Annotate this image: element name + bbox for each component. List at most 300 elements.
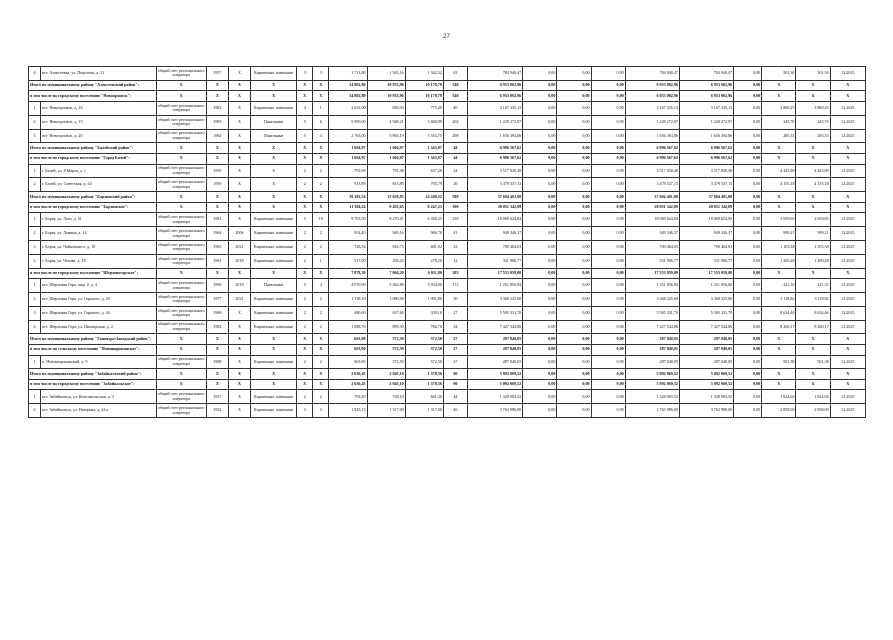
summary-label: Итого по муниципальному району "Борзинский район": [29,192,157,203]
summary-label: в том числе по городскому поселению "Забайкальское": [29,379,157,390]
cost-owners-cell: 1 328 083,52 [625,390,679,404]
entrances-cell: 2 [313,227,329,241]
area-rooms-cell: 637,60 [367,306,405,320]
wall-material-cell: Х [251,164,297,178]
summary-row [29,202,866,213]
area-total-cell: 19 182,54 [329,192,367,203]
area-living-cell: 1 578,36 [405,369,443,380]
x-cell: Х [228,192,250,203]
area-total-cell: 14 802,80 [329,80,367,91]
cost-owners-sum-cell: 1 328 083,52 [679,390,733,404]
area-rooms-cell: 5 965,19 [367,129,405,143]
cost-owners-sum-cell: 5 092 069,52 [679,369,733,380]
max-cost-cell: Х [762,153,796,164]
entrances-cell: 2 [313,292,329,306]
entrances-cell: 2 [313,320,329,334]
max-cost-cell: 1 824,04 [762,390,796,404]
address-cell: г. Балей, ул. 8 Марта, д. 1 [41,164,157,178]
residents-cell: 172 [443,279,467,293]
row-number: 4 [29,320,41,334]
cost-federal-cell: 0,00 [523,202,557,213]
cost-federal-cell: 0,00 [523,254,557,268]
residents-cell: 90 [443,379,467,390]
specific-cost-cell: 0,00 [734,143,762,154]
area-rooms-cell: 10 933,96 [367,91,405,102]
completion-date-cell: Х [830,369,865,380]
table-row [29,254,866,268]
x-cell: Х [206,80,228,91]
specific-cost-cell: 0,00 [734,292,762,306]
row-number: 4 [29,67,41,81]
specific-cost-cell: 0,00 [734,91,762,102]
fund-owner-cell: общий счет регионального оператора [156,115,206,129]
x-cell: Х [156,379,206,390]
entrances-cell: 2 [313,355,329,369]
area-rooms-cell: 1 080,00 [367,292,405,306]
table-row [29,292,866,306]
specific-cost-cell: 0,00 [734,369,762,380]
entrances-cell: 2 [313,164,329,178]
residents-cell: 44 [443,153,467,164]
cost-owners-sum-cell: 1 656 394,86 [679,129,733,143]
cost-regional-cell: 0,00 [557,153,591,164]
max-cost-cell: 501,38 [762,355,796,369]
cost-regional-cell: 0,00 [557,240,591,254]
address-cell: г. Борзя, ул. Лазо, д. 51 [41,213,157,227]
area-living-cell: 1 343,07 [405,153,443,164]
area-total-cell: 4 970,90 [329,279,367,293]
area-rooms-cell: 728,10 [367,390,405,404]
address-cell: г. Борзя, ул. Чайковского, д. 10 [41,240,157,254]
area-living-cell: 10 170,78 [405,80,443,91]
fund-owner-cell: общий счет регионального оператора [156,164,206,178]
cost-total-cell: 287 040,05 [467,355,522,369]
address-cell: пгт. Новоорловск, д. 15 [41,115,157,129]
x-cell: Х [313,379,329,390]
cost-owners-cell: 6 996 567,62 [625,153,679,164]
cost-federal-cell: 0,00 [523,279,557,293]
fund-owner-cell: общий счет регионального оператора [156,279,206,293]
wall-material-cell: Кирпичные, каменные [251,390,297,404]
fund-owner-cell: общий счет регионального оператора [156,129,206,143]
residents-cell: 202 [443,115,467,129]
cost-local-cell: 0,00 [591,129,625,143]
cost-local-cell: 0,00 [591,292,625,306]
cost-regional-cell: 0,00 [557,390,591,404]
area-total-cell: 9 703,50 [329,213,367,227]
summary-row [29,369,866,380]
cost-regional-cell: 0,00 [557,355,591,369]
max-cost-cell: 999,21 [762,227,796,241]
area-rooms-cell: 1 604,97 [367,153,405,164]
limit-cost-cell: Х [796,344,830,355]
wall-material-cell: Кирпичные, каменные [251,306,297,320]
limit-cost-cell: 1 824,04 [796,390,830,404]
max-cost-cell: 1 103,38 [762,240,796,254]
cost-local-cell: 0,00 [591,115,625,129]
specific-cost-cell: 0,00 [734,254,762,268]
year-built-cell: 1956 [206,178,228,192]
table-row [29,115,866,129]
x-cell: Х [156,334,206,345]
address-cell: пгт. Алексеевка, ул. Пирогова, д. 31 [41,67,157,81]
specific-cost-cell: 0,00 [734,355,762,369]
max-cost-cell: 2 659,65 [762,213,796,227]
cost-federal-cell: 0,00 [523,153,557,164]
cost-local-cell: 0,00 [591,91,625,102]
limit-cost-cell: 8 260,17 [796,320,830,334]
cost-regional-cell: 0,00 [557,101,591,115]
area-total-cell: 1 713,80 [329,67,367,81]
area-rooms-cell: 7 064,20 [367,268,405,279]
year-renovated-cell: Х [228,306,250,320]
year-renovated-cell: 2018 [228,254,250,268]
cost-local-cell: 0,00 [591,390,625,404]
summary-label: Итого по муниципальному району "Балейский район": [29,143,157,154]
area-total-cell: 813,89 [329,178,367,192]
row-number: 1 [29,164,41,178]
x-cell: Х [297,268,313,279]
registry-sheet [28,66,866,418]
cost-owners-cell: 18 069 624,84 [625,213,679,227]
completion-date-cell: 12.2025 [830,320,865,334]
cost-federal-cell: 0,00 [523,320,557,334]
cost-total-cell: 18 069 624,84 [467,213,522,227]
cost-local-cell: 0,00 [591,101,625,115]
area-total-cell: 728,54 [329,240,367,254]
x-cell: Х [228,143,250,154]
cost-local-cell: 0,00 [591,227,625,241]
floors-cell: 2 [297,390,313,404]
wall-material-cell: Кирпичные, каменные [251,404,297,418]
table-row [29,279,866,293]
cost-federal-cell: 0,00 [523,115,557,129]
limit-cost-cell: 3 860,25 [796,101,830,115]
floors-cell: 2 [297,164,313,178]
year-built-cell: 1959 [206,164,228,178]
area-total-cell: 2 636,45 [329,369,367,380]
area-total-cell: 7 878,30 [329,268,367,279]
year-built-cell: 1983 [206,115,228,129]
residents-cell: 44 [443,143,467,154]
residents-cell: 46 [443,404,467,418]
cost-regional-cell: 0,00 [557,404,591,418]
row-number: 3 [29,129,41,143]
x-cell: Х [206,369,228,380]
area-living-cell: 766,70 [405,320,443,334]
address-cell: г. Балей, ул. Советская, д. 44 [41,178,157,192]
max-cost-cell: Х [762,192,796,203]
limit-cost-cell: 4 445,89 [796,164,830,178]
cost-federal-cell: 0,00 [523,227,557,241]
summary-row [29,334,866,345]
x-cell: Х [297,202,313,213]
x-cell: Х [206,202,228,213]
area-living-cell: 775,20 [405,101,443,115]
completion-date-cell: Х [830,143,865,154]
cost-total-cell: 7 427 544,86 [467,320,522,334]
residents-cell: 589 [443,192,467,203]
cost-regional-cell: 0,00 [557,91,591,102]
floors-cell: 5 [297,115,313,129]
x-cell: Х [156,202,206,213]
max-cost-cell: Х [762,268,796,279]
cost-federal-cell: 0,00 [523,178,557,192]
x-cell: Х [206,344,228,355]
area-rooms-cell: 791,08 [367,164,405,178]
specific-cost-cell: 0,00 [734,101,762,115]
limit-cost-cell: Х [796,268,830,279]
row-number: 1 [29,279,41,293]
entrances-cell: 10 [313,213,329,227]
address-cell: пгт. Забайкальск, ул. Комсомольская, д. 3 [41,390,157,404]
limit-cost-cell: 501,30 [796,67,830,81]
completion-date-cell: 12.2025 [830,279,865,293]
x-cell: Х [297,153,313,164]
x-cell: Х [228,91,250,102]
entrances-cell: 1 [313,254,329,268]
cost-regional-cell: 0,00 [557,292,591,306]
area-total-cell: 663,90 [329,334,367,345]
table-row [29,355,866,369]
completion-date-cell: 12.2025 [830,306,865,320]
max-cost-cell: 4 155,18 [762,178,796,192]
completion-date-cell: 12.2025 [830,292,865,306]
summary-row [29,344,866,355]
limit-cost-cell: 8 634,46 [796,306,830,320]
cost-owners-cell: 5 092 069,52 [625,369,679,380]
cost-owners-cell: 331 906,77 [625,254,679,268]
row-number: 1 [29,390,41,404]
cost-federal-cell: 0,00 [523,192,557,203]
area-living-cell: 572,50 [405,344,443,355]
area-total-cell: 663,90 [329,344,367,355]
cost-regional-cell: 0,00 [557,344,591,355]
cost-federal-cell: 0,00 [523,101,557,115]
cost-total-cell: 6 996 567,62 [467,153,522,164]
table-row [29,129,866,143]
cost-federal-cell: 0,00 [523,91,557,102]
cost-regional-cell: 0,00 [557,178,591,192]
completion-date-cell: Х [830,379,865,390]
limit-cost-cell: Х [796,192,830,203]
x-cell: Х [228,268,250,279]
year-renovated-cell: 2021 [228,292,250,306]
cost-regional-cell: 0,00 [557,320,591,334]
area-total-cell: 1 843,15 [329,404,367,418]
wall-material-cell: Кирпичные, каменные [251,320,297,334]
cost-owners-cell: 3 368 325,60 [625,292,679,306]
residents-cell: 24 [443,164,467,178]
cost-total-cell: 5 092 069,52 [467,379,522,390]
cost-regional-cell: 0,00 [557,202,591,213]
address-cell: пгт. Шерловая Гора, мкр. 2, д. 4 [41,279,157,293]
cost-federal-cell: 0,00 [523,268,557,279]
area-total-cell: 2 032,00 [329,101,367,115]
x-cell: Х [251,369,297,380]
cost-regional-cell: 0,00 [557,227,591,241]
floors-cell: 5 [297,279,313,293]
entrances-cell: 3 [313,67,329,81]
cost-owners-sum-cell: 5 505 331,70 [679,306,733,320]
cost-local-cell: 0,00 [591,334,625,345]
x-cell: Х [228,202,250,213]
specific-cost-cell: 0,00 [734,192,762,203]
area-rooms-cell: 1 565,16 [367,67,405,81]
cost-regional-cell: 0,00 [557,334,591,345]
wall-material-cell: Панельные [251,279,297,293]
area-living-cell: 5 554,75 [405,129,443,143]
row-number: 2 [29,178,41,192]
wall-material-cell: Кирпичные, каменные [251,213,297,227]
completion-date-cell: 12.2025 [830,390,865,404]
limit-cost-cell: 1 103,38 [796,240,830,254]
x-cell: Х [206,268,228,279]
area-rooms-cell: 4 948,21 [367,115,405,129]
specific-cost-cell: 0,00 [734,80,762,91]
cost-owners-cell: 3 517 030,48 [625,164,679,178]
specific-cost-cell: 0,00 [734,344,762,355]
x-cell: Х [313,192,329,203]
fund-owner-cell: общий счет регионального оператора [156,404,206,418]
max-cost-cell: 8 260,17 [762,320,796,334]
cost-owners-cell: 784 940,47 [625,67,679,81]
cost-owners-sum-cell: 3 763 986,00 [679,404,733,418]
x-cell: Х [228,344,250,355]
cost-total-cell: 6 996 567,62 [467,143,522,154]
area-living-cell: 6 450,25 [405,213,443,227]
cost-total-cell: 17 553 059,00 [467,268,522,279]
address-cell: пгт. Шерловая Гора, ул. Горького, д. 29 [41,292,157,306]
cost-total-cell: 5 092 069,52 [467,369,522,380]
area-total-cell: 2 763,00 [329,129,367,143]
residents-cell: 20 [443,178,467,192]
limit-cost-cell: 285,33 [796,129,830,143]
cost-local-cell: 0,00 [591,192,625,203]
area-rooms-cell: 1 604,97 [367,143,405,154]
residents-cell: 27 [443,344,467,355]
area-rooms-cell: 5 362,80 [367,279,405,293]
cost-federal-cell: 0,00 [523,292,557,306]
x-cell: Х [251,80,297,91]
specific-cost-cell: 0,00 [734,164,762,178]
limit-cost-cell: Х [796,334,830,345]
cost-local-cell: 0,00 [591,240,625,254]
year-built-cell: 1961 [206,254,228,268]
cost-local-cell: 0,00 [591,306,625,320]
area-total-cell: 1 604,97 [329,143,367,154]
year-built-cell: 1968 [206,306,228,320]
completion-date-cell: Х [830,91,865,102]
cost-local-cell: 0,00 [591,344,625,355]
table-row [29,306,866,320]
limit-cost-cell: 1 200,28 [796,254,830,268]
area-rooms-cell: 949,16 [367,227,405,241]
cost-owners-cell: 20 051 342,09 [625,202,679,213]
summary-label: в том числе по городскому поселению "Новоорловск": [29,91,157,102]
address-cell: пгт. Новоорловск, д. 20 [41,129,157,143]
area-rooms-cell: 2 045,10 [367,379,405,390]
cost-federal-cell: 0,00 [523,67,557,81]
limit-cost-cell: Х [796,80,830,91]
area-living-cell: 14 249,52 [405,192,443,203]
year-renovated-cell: Х [228,320,250,334]
limit-cost-cell: Х [796,153,830,164]
cost-regional-cell: 0,00 [557,192,591,203]
cost-total-cell: 287 040,05 [467,334,522,345]
cost-owners-cell: 949 346,37 [625,227,679,241]
max-cost-cell: Х [762,202,796,213]
x-cell: Х [313,268,329,279]
floors-cell: 5 [297,129,313,143]
cost-federal-cell: 0,00 [523,213,557,227]
completion-date-cell: 12.2025 [830,115,865,129]
cost-owners-sum-cell: 784 940,47 [679,67,733,81]
area-total-cell: 1 088,70 [329,320,367,334]
limit-cost-cell: Х [796,91,830,102]
entrances-cell: 3 [313,404,329,418]
year-renovated-cell: Х [228,115,250,129]
summary-row [29,80,866,91]
area-living-cell: 1 578,36 [405,379,443,390]
table-row [29,213,866,227]
cost-owners-cell: 287 040,05 [625,355,679,369]
cost-total-cell: 6 953 002,96 [467,91,522,102]
cost-owners-sum-cell: 1 229 272,97 [679,115,733,129]
x-cell: Х [297,344,313,355]
cost-owners-sum-cell: 6 953 002,96 [679,80,733,91]
page-number: 27 [443,34,450,40]
fund-owner-cell: общий счет регионального оператора [156,320,206,334]
address-cell: пгт. Новоорловск, д. 16 [41,101,157,115]
wall-material-cell: Панельные [251,129,297,143]
cost-regional-cell: 0,00 [557,279,591,293]
year-built-cell: 1952 [206,404,228,418]
row-number: 2 [29,292,41,306]
entrances-cell: 6 [313,115,329,129]
x-cell: Х [313,344,329,355]
cost-owners-cell: 700 464,03 [625,240,679,254]
max-cost-cell: Х [762,80,796,91]
year-built-cell: 1982 [206,320,228,334]
year-built-cell: 1982 [206,129,228,143]
area-total-cell: 793,30 [329,390,367,404]
specific-cost-cell: 0,00 [734,334,762,345]
residents-cell: 239 [443,213,467,227]
cost-local-cell: 0,00 [591,143,625,154]
cost-regional-cell: 0,00 [557,164,591,178]
x-cell: Х [156,192,206,203]
summary-row [29,192,866,203]
cost-total-cell: 784 940,47 [467,67,522,81]
cost-owners-sum-cell: 949 346,37 [679,227,733,241]
x-cell: Х [156,80,206,91]
wall-material-cell: Кирпичные, каменные [251,240,297,254]
cost-owners-cell: 5 505 331,70 [625,306,679,320]
floors-cell: 2 [297,240,313,254]
x-cell: Х [156,153,206,164]
cost-owners-sum-cell: 3 517 030,48 [679,164,733,178]
area-living-cell: 10 170,78 [405,91,443,102]
cost-owners-cell: 1 656 394,86 [625,129,679,143]
max-cost-cell: Х [762,379,796,390]
year-renovated-cell: Х [228,101,250,115]
cost-owners-cell: 17 553 059,00 [625,268,679,279]
limit-cost-cell: Х [796,202,830,213]
x-cell: Х [251,192,297,203]
completion-date-cell: Х [830,334,865,345]
area-rooms-cell: 8 270,61 [367,213,405,227]
